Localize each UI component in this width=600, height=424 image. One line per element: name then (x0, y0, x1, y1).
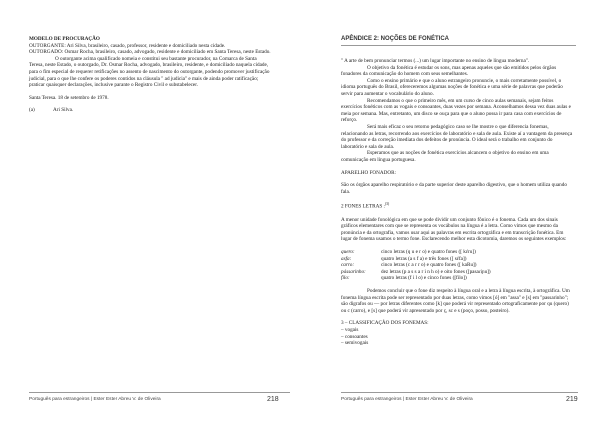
signature-marker: (a) (29, 107, 35, 114)
paragraph-objective: O objetivo da fonética é estudar os sons, mas apenas aqueles que são emitidos pelos órgãos fonadores da comunicação do homem com seus semelhantes. (341, 64, 557, 78)
footer-text: Português para estrangeiros | Ester Ester Abreu V. de Oliveira (341, 397, 473, 402)
classification-item: – semivogais (341, 340, 369, 347)
footer-text: Português para estrangeiros | Ester Ester Abreu V. de Oliveira (29, 397, 161, 402)
example-def: quatro letras (f i l o) e cinco fones ([filo]) (381, 275, 467, 282)
example-word: pássarinho: (341, 268, 366, 275)
fones-title (341, 201, 573, 210)
outorgado-paragraph: OUTORGADO: Osmar Rocha, brasileiro, casado, advogado, residente e domiciliado em Santa Teresa, neste Estado. (29, 49, 271, 56)
conclusion-paragraph: Podemos concluir que o fone diz respeito à língua oral e a letra à língua escrita, à ortográfica. Um fonema língua escrita pode ser representado por duas letras, como vimos [ó] em "assa" e [s] em "passarinho"; são digrafos ou — por letras diferentes como [k] que poderá vir representado ortograficamente por qu (quero) ou c (carro), e [s] que poderá vir apresentado por ç, sc e s (poço, posso, posteiro). (341, 287, 570, 314)
signature-name: Ari Silva. (53, 107, 74, 114)
footer-rule (341, 392, 578, 393)
page-number: 218 (267, 396, 279, 403)
right-page (300, 0, 600, 424)
example-def: quatro letras (a s f a) e três fones ([ sέfa]) (381, 255, 467, 262)
paragraph-hope: Esperamos que as noções de fonética exercícios alcancem o objetivo do ensino em uma comunicação em língua portuguesa. (341, 150, 549, 163)
aparelho-text: São os órgãos aparelho respiratório e da parte superior deste aparelho digestivo, que o homem utiliza quando fala. (341, 182, 567, 195)
paragraph-laboratory: Será mais eficaz o seu retorno pedagógico caso se lhe mostre o que diferencia fonemas, relacionando as letras, recorrendo aos exercícios de laboratório e sala de aula. Existe aí a vantagem da presença do professor e da correção imediata dos defeitos de pronúncia. O ideal será o trabalho em conjunto do laboratório e sala de aula. (341, 123, 573, 150)
place-date: Santa Teresa. 18 de setembro de 1978. (29, 94, 109, 101)
example-def: cinco letras (c a r r o) e quatro fones ([ kaRu]) (381, 262, 477, 269)
example-word: filo: (341, 275, 350, 282)
example-def: dez letras (p a s s a r i n h o) e oito fones ([pasaɾiɲu]) (381, 268, 491, 275)
document-title: MODELO DE PROCURAÇÃO (29, 36, 100, 42)
classification-item: – consoantes (341, 333, 368, 340)
signature-line (29, 107, 272, 114)
paragraph-teaching: Como o ensino primário e que o aluno estrangeiro pronuncie, o mais corretamente possível, o idioma português do Brasil, ofereceremos algumas noções de fonética e uma série de palavras que poderão servir para aumentar o vocabulário do aluno. (341, 77, 563, 97)
fones-footnote-ref: (3) (384, 202, 390, 207)
aparelho-title: APARELHO FONADOR: (341, 169, 397, 176)
classification-item: – vogais (341, 326, 359, 333)
example-word: quero: (341, 248, 355, 255)
example-row (341, 275, 573, 282)
quote-paragraph: " A arte de bem pronunciar termos (...) um lugar importante no ensino de língua moderna". (341, 58, 530, 64)
paragraph-recommendation: Recomendamos o que o primeiro mês, em um curso de cinco aulas semanais, sejam feitos exercícios fonéticos com as vogais e consoantes, duas vezes por semana. Aconselhamos dessa vez duas aulas e meia por semana. Mas, entretanto, um disco se ouça para que o aluno possa ir para casa com exercícios de reforço. (341, 97, 571, 124)
classification-title: 3 – CLASSIFICAÇÃO DOS FONEMAS: (341, 320, 429, 327)
fones-text: A menor unidade fonológica em que se pode dividir um conjunto fônico é o fonema. Cada um dos sinais gráficos elementares com que se representa os vocábulos na língua é a letra. Como vimos que mesmo da pronúncia e da ortografia, vamos usar aqui as palavras em escrita ortográfica e em transcrição fonética. Em lugar de fonema usamos o termo fone. Esclarecendo melhor esta dicotomia, daremos os seguintes exemplos: (341, 216, 567, 243)
footer-rule (29, 392, 290, 393)
header-rule (341, 45, 576, 46)
fones-title-text: 2 FONES LETRAS : (341, 204, 385, 211)
page-number: 219 (566, 396, 578, 403)
appendix-header: APÊNDICE 2: NOÇÕES DE FONÉTICA (341, 36, 450, 42)
example-row (341, 249, 573, 256)
examples-list (341, 249, 573, 282)
left-page-body (29, 36, 272, 114)
outorgante-paragraph: OUTORGANTE: Ari Silva, brasileiro, casado, professor, residente e domiciliado nesta cidade. (29, 42, 226, 49)
example-word: carro: (341, 262, 355, 269)
example-def: cinco letras (q u e r o) e quatro fones ([ kέru]) (381, 248, 476, 255)
example-row (341, 262, 573, 269)
example-word: asfa: (341, 255, 352, 262)
right-page-body (341, 58, 573, 347)
procuracao-body: O outorgante acima qualificado nomeia e constitui seu bastante procurador, na Comarca de Santa Teresa, neste Estado, o outorgado, Dr. Osmar Rocha, advogado, brasileiro, residente, e domiciliado naquela cidade, para o fim especial de requerer retificações no assento de nascimento do outorgante, podendo promover justificação judicial, para o que lhe confere os poderes contidos na cláusula " ad judicia" e mais de ainda poder ratificação; praticar quaisquer declarações, inclusive parante o Registro Civil e substabelecer. (29, 55, 270, 89)
